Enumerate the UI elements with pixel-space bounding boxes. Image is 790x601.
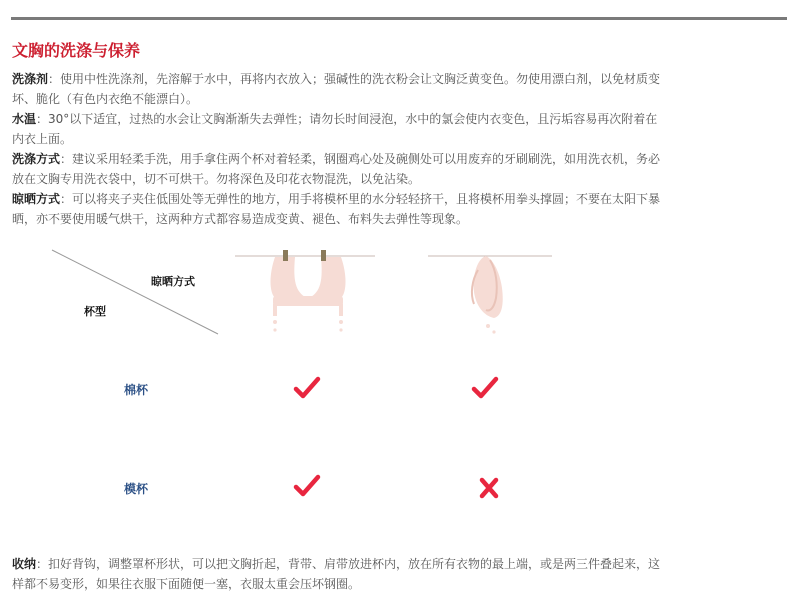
- check-icon: [471, 375, 499, 403]
- drying-method-paragraph: [12, 189, 667, 229]
- clip-hang-bra-icon: [235, 240, 380, 340]
- check-icon: [293, 375, 321, 403]
- detergent-text: ：使用中性洗涤剂，先溶解于水中，再将内衣放入；强碱性的洗衣粉会让文胸泛黄变色。勿使用漂白剂，以免材质变坏、脆化（有色内衣绝不能漂白）。: [12, 72, 661, 106]
- header-cup-type: 杯型: [84, 305, 106, 318]
- check-icon: [293, 473, 321, 501]
- header-diagonal-line: [0, 240, 230, 340]
- header-drying-method: 晾晒方式: [151, 275, 195, 288]
- cross-icon: [477, 476, 505, 504]
- wash-method-paragraph: [12, 149, 667, 189]
- water-temp-label: 水温: [12, 112, 37, 126]
- fold-hang-bra-icon: [428, 240, 558, 340]
- wash-method-text: ：建议采用轻柔手洗，用手拿住两个杯对着轻柔，钢圈鸡心处及碗侧处可以用废弃的牙刷刷洗，如用洗衣机，务必放在文胸专用洗衣袋中，切不可烘干。勿将深色及印花衣物混洗，以免沾染。: [12, 152, 661, 186]
- row-label-molded-cup: 模杯: [124, 482, 149, 496]
- storage-label: 收纳: [12, 557, 37, 571]
- wash-method-label: 洗涤方式: [12, 152, 61, 166]
- detergent-paragraph: [12, 69, 667, 109]
- row-label-cotton-cup: 棉杯: [124, 383, 149, 397]
- care-instructions: [12, 69, 667, 229]
- water-temp-paragraph: [12, 109, 667, 149]
- page-title: 文胸的洗涤与保养: [12, 41, 141, 60]
- detergent-label: 洗涤剂: [12, 72, 49, 86]
- top-divider: [11, 17, 787, 20]
- drying-method-table: [0, 240, 790, 530]
- storage-paragraph: [12, 554, 672, 594]
- drying-method-label: 晾晒方式: [12, 192, 61, 206]
- drying-method-text: ：可以将夹子夹住低围处等无弹性的地方，用手将模杯里的水分轻轻挤干，且将模杯用拳头撑圆；不要在太阳下暴晒，亦不要使用暖气烘干，这两种方式都容易造成变黄、褪色、布料失去弹性等现象。: [12, 192, 661, 226]
- water-temp-text: ：30°以下适宜，过热的水会让文胸渐渐失去弹性；请勿长时间浸泡，水中的氯会使内衣变色，且污垢容易再次附着在内衣上面。: [12, 112, 658, 146]
- storage-text: ：扣好背钩，调整罩杯形状，可以把文胸折起，背带、肩带放进杯内，放在所有衣物的最上端，或是两三件叠起来，这样都不易变形，如果往衣服下面随便一塞，衣服太重会压坏钢圈。: [12, 557, 661, 591]
